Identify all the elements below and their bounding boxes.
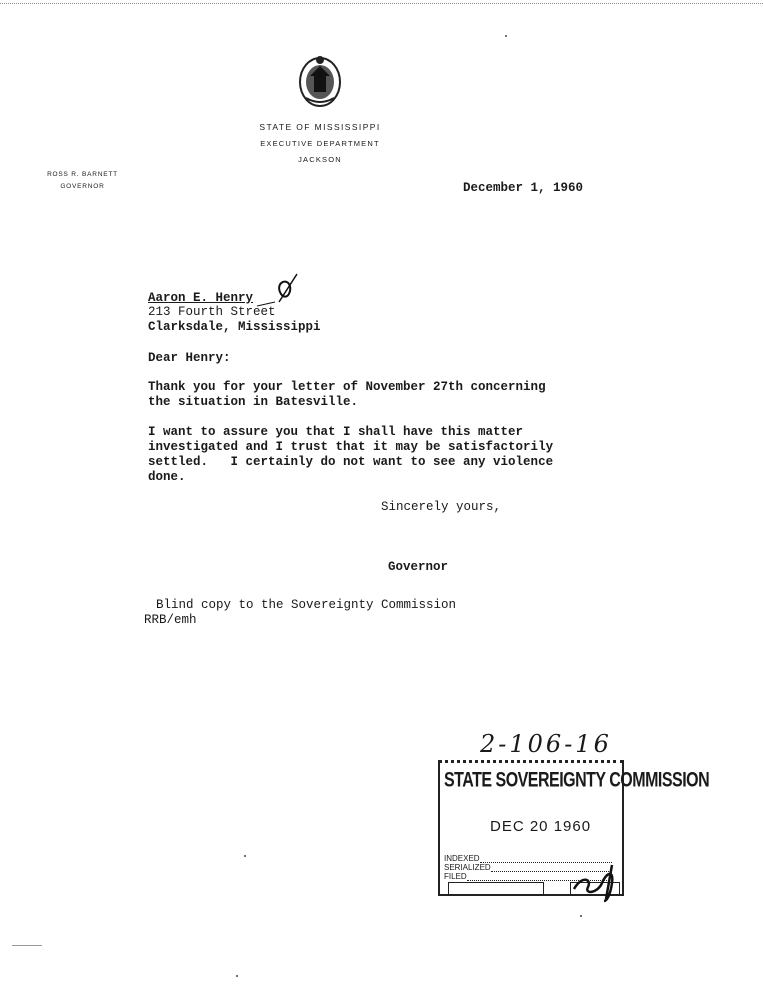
stamp-date: DEC 20 1960	[490, 818, 592, 835]
state-seal-icon	[296, 52, 344, 108]
stamp-handwritten-initials	[568, 859, 624, 903]
recipient-city: Clarksdale, Mississippi	[148, 320, 321, 334]
salutation: Dear Henry:	[148, 351, 231, 365]
scan-speck	[505, 35, 507, 37]
letterhead-state: STATE OF MISSISSIPPI	[259, 122, 381, 132]
typist-initials: RRB/emh	[144, 613, 197, 627]
recipient-street: 213 Fourth Street	[148, 305, 276, 319]
paragraph1-line2: the situation in Batesville.	[148, 395, 359, 409]
stamp-serialized-label: SERIALIZED	[444, 863, 491, 872]
recipient-name: Aaron E. Henry	[148, 291, 254, 305]
closing: Sincerely yours,	[381, 500, 502, 514]
governor-title: GOVERNOR	[60, 183, 105, 190]
paragraph1-line1: Thank you for your letter of November 27th concerning	[148, 380, 546, 394]
blind-copy-note: Blind copy to the Sovereignty Commission	[156, 598, 457, 612]
paragraph2-line3: settled. I certainly do not want to see any violence	[148, 455, 554, 469]
stamp-filed-label: FILED	[444, 872, 467, 881]
handwritten-file-number: 2-106-16	[480, 730, 612, 758]
paragraph2-line2: investigated and I trust that it may be satisfactorily	[148, 440, 554, 454]
paragraph2-line1: I want to assure you that I shall have this matter	[148, 425, 524, 439]
scan-speck	[236, 975, 238, 977]
paragraph2-line4: done.	[148, 470, 186, 484]
letterhead-department: EXECUTIVE DEPARTMENT	[260, 139, 380, 148]
handwritten-check-mark	[255, 272, 300, 308]
governor-name: ROSS R. BARNETT	[47, 171, 118, 178]
letter-date: December 1, 1960	[463, 181, 584, 195]
stamp-indexed-label: INDEXED	[444, 854, 480, 863]
scan-edge-mark	[12, 945, 42, 946]
scan-top-edge	[0, 3, 763, 4]
commission-received-stamp	[438, 760, 710, 896]
letterhead-city: JACKSON	[298, 155, 342, 164]
signature-title: Governor	[388, 560, 449, 574]
stamp-title: STATE SOVEREIGNTY COMMISSION	[444, 769, 710, 792]
stamp-box-left	[448, 882, 544, 896]
scan-speck	[580, 915, 582, 917]
scan-speck	[244, 855, 246, 857]
